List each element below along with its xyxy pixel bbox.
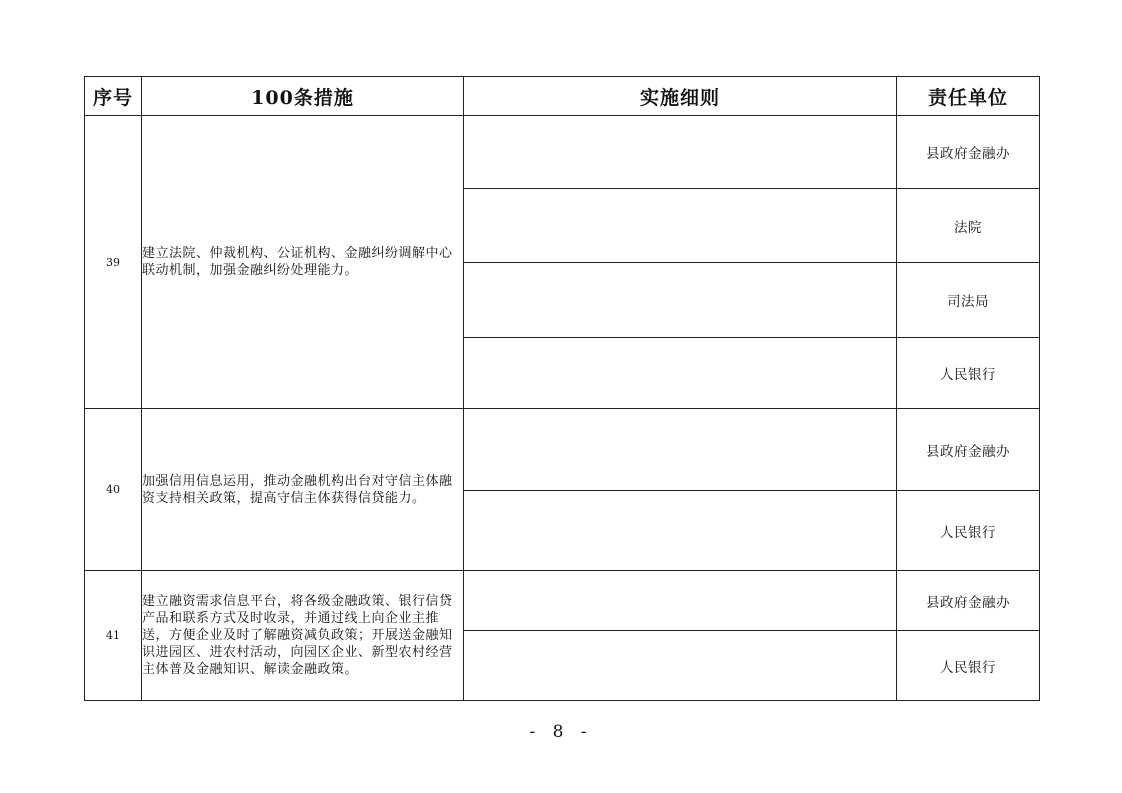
measures-table [84,76,1040,701]
page-number: - 8 - [529,722,593,742]
detail-cell [464,491,897,571]
measure-text: 加强信用信息运用，推动金融机构出台对守信主体融资支持相关政策，提高守信主体获得信贷能力。 [142,409,464,571]
detail-cell [464,631,897,701]
detail-cell [464,189,897,263]
table-row [85,571,1040,631]
table-header-row [85,77,1040,116]
detail-cell [464,571,897,631]
row-number: 41 [85,571,142,701]
responsible-unit: 人民银行 [897,491,1040,571]
row-number: 39 [85,116,142,409]
responsible-unit: 人民银行 [897,338,1040,409]
responsible-unit: 法院 [897,189,1040,263]
table-row [85,409,1040,491]
header-unit: 责任单位 [897,77,1040,116]
row-number: 40 [85,409,142,571]
responsible-unit: 县政府金融办 [897,116,1040,189]
detail-cell [464,116,897,189]
header-measure: 100条措施 [142,77,464,116]
header-seq: 序号 [85,77,142,116]
measure-text: 建立融资需求信息平台，将各级金融政策、银行信贷产品和联系方式及时收录，并通过线上向企业主推送，方便企业及时了解融资减负政策；开展送金融知识进园区、进农村活动，向园区企业、新型农村经营主体普及金融知识、解读金融政策。 [142,571,464,701]
responsible-unit: 县政府金融办 [897,571,1040,631]
responsible-unit: 人民银行 [897,631,1040,701]
responsible-unit: 司法局 [897,263,1040,338]
detail-cell [464,263,897,338]
detail-cell [464,338,897,409]
responsible-unit: 县政府金融办 [897,409,1040,491]
table-row [85,116,1040,189]
header-detail: 实施细则 [464,77,897,116]
detail-cell [464,409,897,491]
measure-text: 建立法院、仲裁机构、公证机构、金融纠纷调解中心联动机制，加强金融纠纷处理能力。 [142,116,464,409]
